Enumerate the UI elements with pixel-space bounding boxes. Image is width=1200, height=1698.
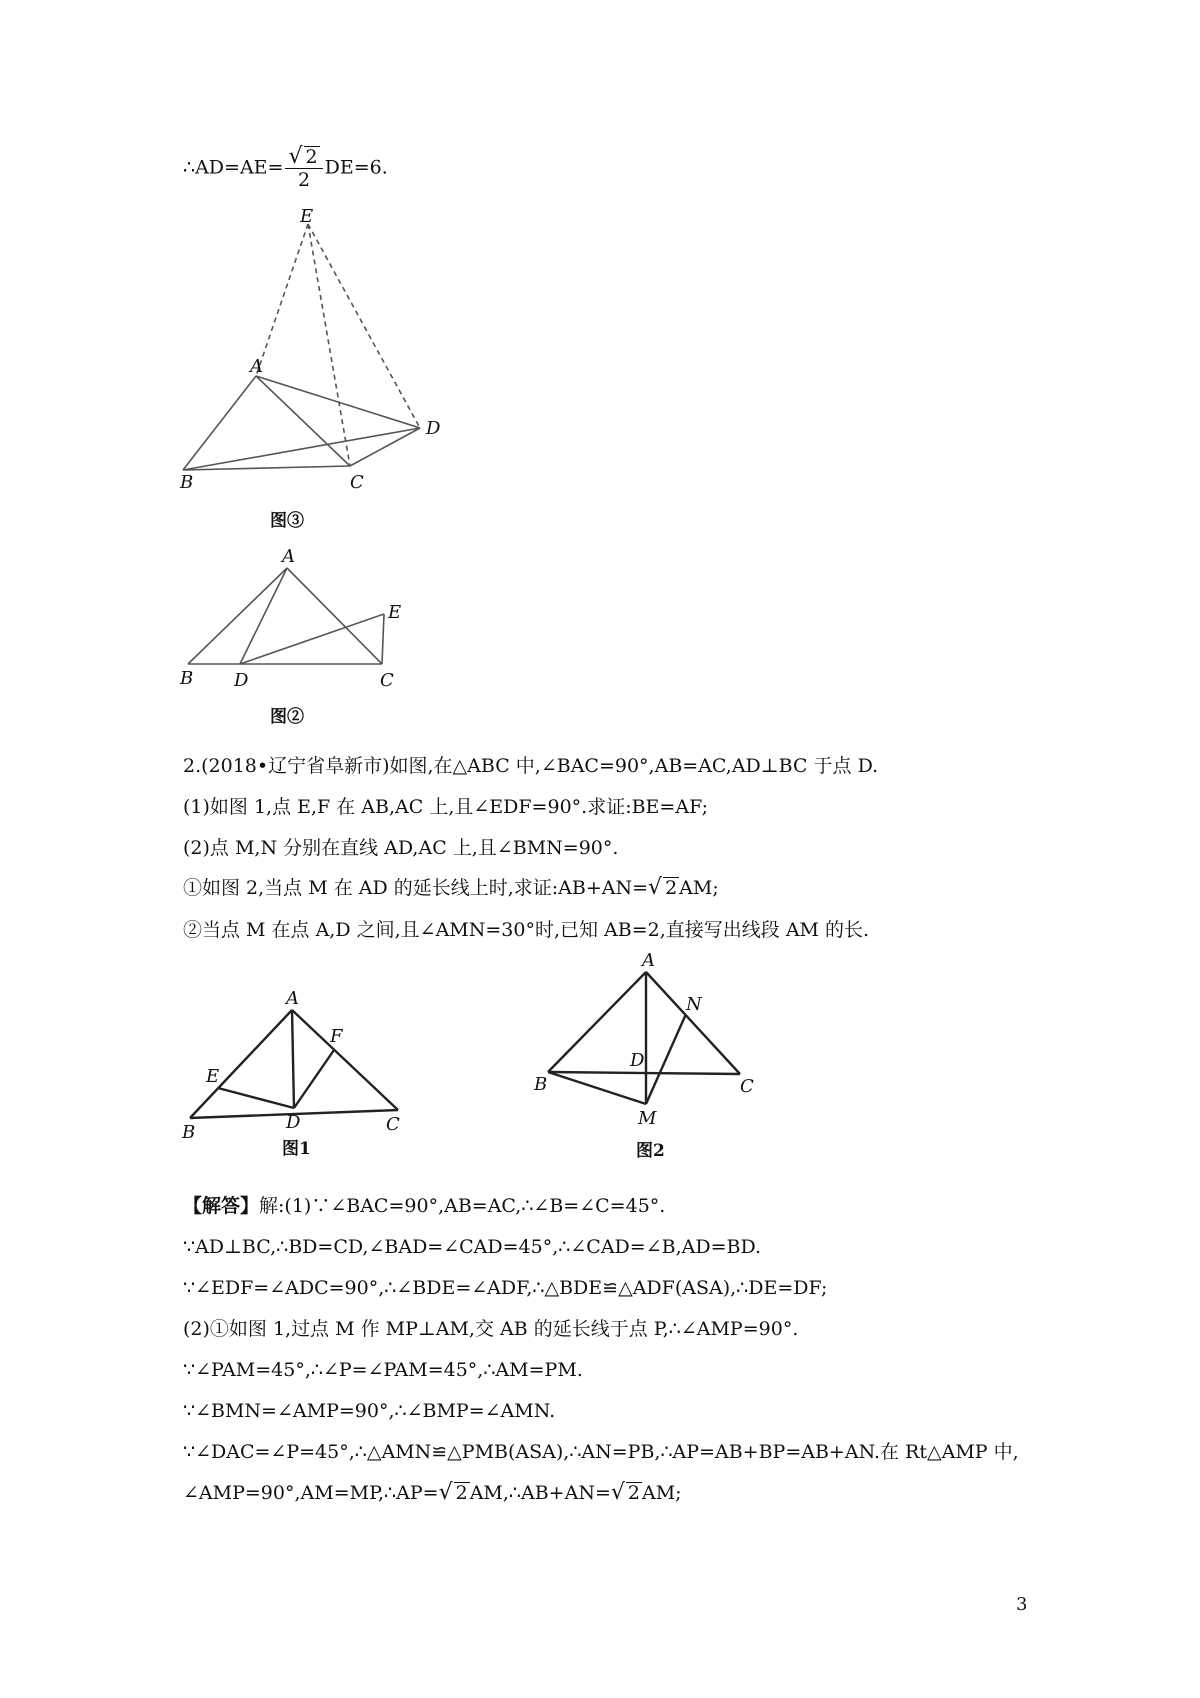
problem-line-4 [183, 876, 719, 900]
radical-sign: √ [438, 1480, 453, 1505]
problem-line-4-radicand: 2 [665, 877, 678, 899]
problem-line-2: (1)如图 1,点 E,F 在 AB,AC 上,且∠EDF=90°.求证:BE=AF; [183, 796, 708, 818]
fig2a-label-B: B [180, 668, 194, 689]
fig2a-label-A: A [282, 546, 295, 567]
fraction-numerator: 2 [305, 146, 318, 168]
fig1-label-E: E [206, 1066, 220, 1087]
fig2b-label-B: B [534, 1074, 548, 1095]
solution-line-8-b: AM,∴AB+AN= [469, 1482, 611, 1504]
solution-line-1-text: 解:(1)∵∠BAC=90°,AB=AC,∴∠B=∠C=45°. [259, 1195, 666, 1217]
solution-line-4: (2)①如图 1,过点 M 作 MP⊥AM,交 AB 的延长线于点 P,∴∠AMP=90°. [183, 1318, 799, 1340]
page-number: 3 [1016, 1594, 1028, 1615]
prev-solution-line [183, 146, 388, 191]
fig2b-label-N: N [686, 994, 702, 1015]
solution-line-7: ∵∠DAC=∠P=45°,∴△AMN≌△PMB(ASA),∴AN=PB,∴AP=AB+BP=AB+AN.在 Rt△AMP 中, [183, 1441, 1019, 1463]
fig3-caption: 图③ [270, 511, 304, 531]
fig2b-label-A: A [642, 950, 655, 971]
fig2a-label-E: E [388, 602, 402, 623]
solution-line-8-a: ∠AMP=90°,AM=MP,∴AP= [183, 1482, 439, 1504]
fraction-denominator: 2 [298, 169, 311, 191]
solution-line-1 [183, 1194, 665, 1218]
fig1-caption: 图1 [282, 1139, 311, 1159]
radical-sign: √ [648, 875, 663, 900]
solution-line-6: ∵∠BMN=∠AMP=90°,∴∠BMP=∠AMN. [183, 1400, 556, 1422]
fig1-label-C: C [386, 1114, 400, 1135]
fig1-label-D: D [286, 1112, 301, 1133]
radical-sign: √ [610, 1480, 625, 1505]
fig2a-label-C: C [380, 670, 394, 691]
solution-line-8 [183, 1481, 682, 1505]
solution-line-2: ∵AD⊥BC,∴BD=CD,∠BAD=∠CAD=45°,∴∠CAD=∠B,AD=BD. [183, 1236, 762, 1258]
fig2a-caption: 图② [270, 707, 304, 727]
fig2a-label-D: D [234, 670, 249, 691]
prev-solution-text-b: DE=6. [324, 156, 388, 179]
fig1-label-A: A [286, 988, 299, 1009]
fig3-label-A: A [250, 356, 263, 377]
fig2b-label-D: D [630, 1050, 645, 1071]
prev-solution-text-a: ∴AD=AE= [183, 156, 284, 179]
fig3-label-C: C [350, 472, 364, 493]
solution-line-8-radicand-2: 2 [627, 1482, 640, 1504]
fig3-label-D: D [426, 418, 441, 439]
problem-line-4-b: AM; [679, 877, 719, 899]
fig2b-label-C: C [740, 1076, 754, 1097]
fig1-label-F: F [330, 1026, 343, 1047]
problem-line-5: ②当点 M 在点 A,D 之间,且∠AMN=30°时,已知 AB=2,直接写出线段 AM 的长. [183, 919, 870, 941]
solution-line-5: ∵∠PAM=45°,∴∠P=∠PAM=45°,∴AM=PM. [183, 1359, 583, 1381]
fig2b-caption: 图2 [636, 1141, 665, 1161]
fig2b-label-M: M [638, 1108, 657, 1129]
fig1-label-B: B [182, 1122, 196, 1143]
solution-line-3: ∵∠EDF=∠ADC=90°,∴∠BDE=∠ADF,∴△BDE≌△ADF(ASA),∴DE=DF; [183, 1277, 828, 1299]
fig3-label-B: B [180, 472, 194, 493]
problem-line-3: (2)点 M,N 分别在直线 AD,AC 上,且∠BMN=90°. [183, 837, 619, 859]
fig3-label-E: E [300, 206, 314, 227]
solution-line-8-radicand-1: 2 [455, 1482, 468, 1504]
radical-sign: √ [288, 144, 303, 169]
problem-line-4-a: ①如图 2,当点 M 在 AD 的延长线上时,求证:AB+AN= [183, 877, 649, 899]
fraction-sqrt2-over-2 [285, 146, 322, 191]
problem-line-1: 2.(2018•辽宁省阜新市)如图,在△ABC 中,∠BAC=90°,AB=AC,AD⊥BC 于点 D. [183, 755, 879, 777]
solution-line-8-c: AM; [642, 1482, 682, 1504]
solution-heading: 【解答】 [183, 1195, 260, 1217]
